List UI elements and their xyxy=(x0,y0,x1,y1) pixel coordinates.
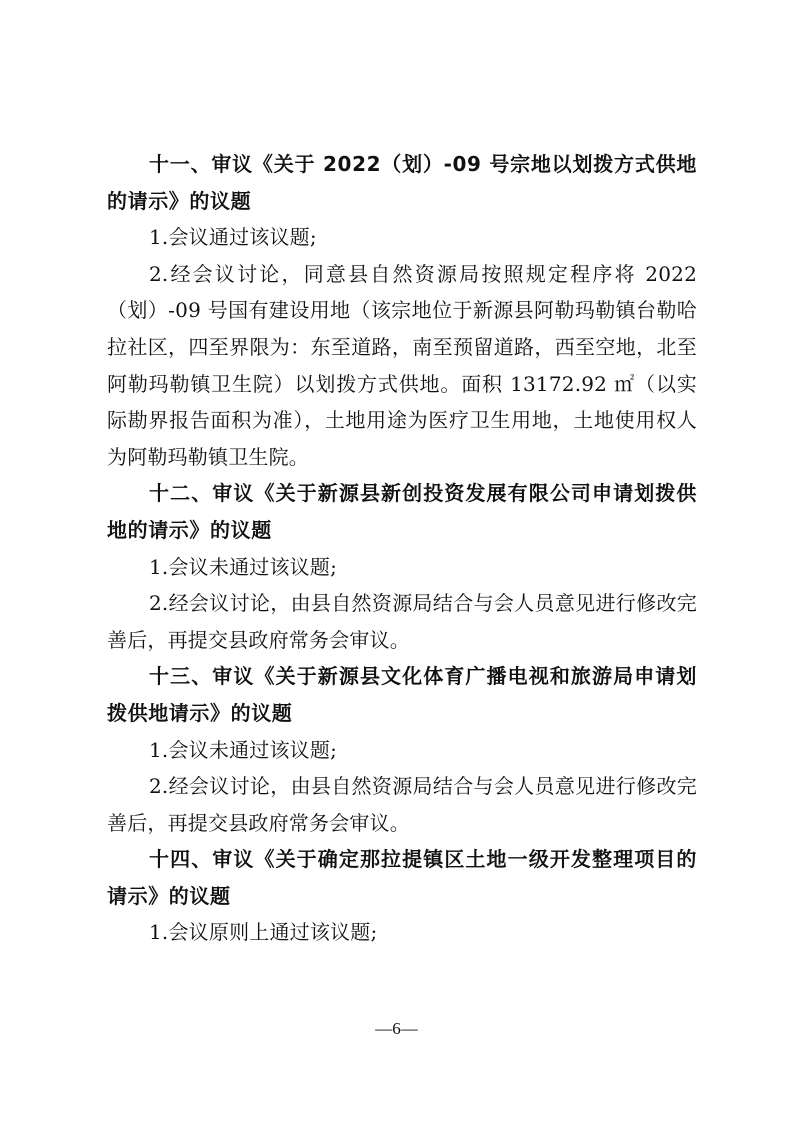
section-12-item-1: 1.会议未通过该议题; xyxy=(149,554,338,579)
section-13-item-2: 2.经会议讨论，由县自然资源局结合与会人员意见进行修改完善后，再提交县政府常务会审议。 xyxy=(107,774,697,835)
section-11-item-2: 2.经会议讨论，同意县自然资源局按照规定程序将 2022（划）-09 号国有建设用地（该宗地位于新源县阿勒玛勒镇台勒哈拉社区，四至界限为：东至道路，南至预留道路，西至空地，北至阿勒玛勒镇卫生院）以划拨方式供地。面积 13172.92 ㎡（以实际勘界报告面积为准），土地用途为医疗卫生用地，土地使用权人为阿勒玛勒镇卫生院。 xyxy=(107,261,697,469)
document-body xyxy=(107,146,697,951)
section-11-item-1: 1.会议通过该议题; xyxy=(149,225,317,250)
section-13-item-1: 1.会议未通过该议题; xyxy=(149,737,338,762)
section-12-item-2: 2.经会议讨论，由县自然资源局结合与会人员意见进行修改完善后，再提交县政府常务会审议。 xyxy=(107,591,697,652)
section-12-heading: 十二、审议《关于新源县新创投资发展有限公司申请划拨供地的请示》的议题 xyxy=(107,481,697,542)
section-11-heading: 十一、审议《关于 2022（划）-09 号宗地以划拨方式供地的请示》的议题 xyxy=(107,152,697,213)
section-14-item-1: 1.会议原则上通过该议题; xyxy=(149,920,378,945)
page-number: —6— xyxy=(375,1019,418,1038)
section-14-heading: 十四、审议《关于确定那拉提镇区土地一级开发整理项目的请示》的议题 xyxy=(107,847,697,908)
section-13-heading: 十三、审议《关于新源县文化体育广播电视和旅游局申请划拨供地请示》的议题 xyxy=(107,664,697,725)
